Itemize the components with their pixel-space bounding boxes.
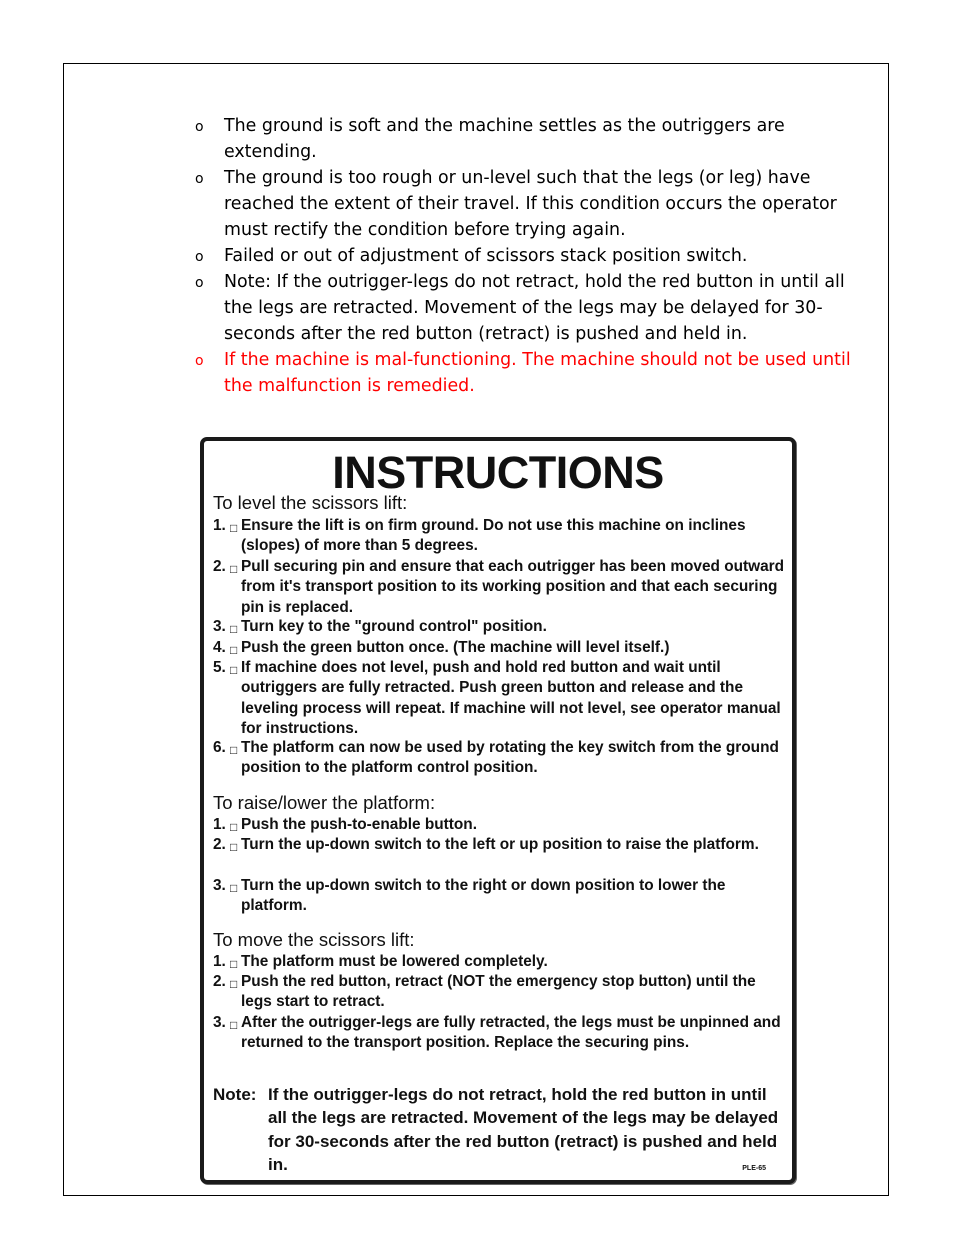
checkbox-glyph-icon: □ — [230, 957, 238, 971]
list-item — [195, 269, 875, 347]
checkbox-glyph-icon: □ — [230, 840, 238, 854]
section-heading-move: To move the scissors lift: — [213, 929, 415, 950]
bullet-circle-icon: o — [195, 275, 204, 291]
step-item — [213, 658, 788, 739]
step-text: Push the push-to-enable button. — [241, 816, 477, 833]
step-item — [213, 617, 788, 637]
bullet-circle-icon: o — [195, 249, 204, 265]
bullet-circle-icon: o — [195, 353, 204, 369]
step-item — [213, 1013, 788, 1054]
step-number: 4. — [213, 639, 226, 656]
step-text: If machine does not level, push and hold red button and wait until outriggers are fully retracted. Push green button and release and the leveling process will repeat. If machine will not level, see operator manual for instructions. — [241, 659, 781, 737]
step-item — [213, 835, 788, 855]
step-number: 1. — [213, 517, 226, 534]
condition-list — [195, 113, 875, 399]
step-item — [213, 815, 788, 835]
step-text: After the outrigger-legs are fully retracted, the legs must be unpinned and returned to the transport position. Replace the securing pins. — [241, 1014, 781, 1052]
sign-code: PLE-65 — [742, 1165, 766, 1172]
step-text: Ensure the lift is on firm ground. Do not use this machine on inclines (slopes) of more than 5 degrees. — [241, 517, 746, 555]
checkbox-glyph-icon: □ — [230, 622, 238, 636]
step-item — [213, 876, 788, 917]
note-text: If the outrigger-legs do not retract, hold the red button in until all the legs are retracted. Movement of the legs may be delayed for 30-seconds after the red button (retract) is pushed and held in. — [268, 1085, 779, 1174]
checkbox-glyph-icon: □ — [230, 521, 238, 535]
instructions-sign — [200, 437, 796, 1184]
step-number: 3. — [213, 877, 226, 894]
step-text: Turn key to the "ground control" position. — [241, 618, 547, 635]
warning-text: If the machine is mal-functioning. The machine should not be used until the malfunction is remedied. — [224, 350, 851, 396]
step-number: 1. — [213, 816, 226, 833]
step-number: 1. — [213, 953, 226, 970]
step-text: Push the green button once. (The machine will level itself.) — [241, 639, 670, 656]
sign-note — [213, 1083, 788, 1176]
step-item — [213, 972, 788, 1013]
checkbox-glyph-icon: □ — [230, 1018, 238, 1032]
step-number: 6. — [213, 739, 226, 756]
checkbox-glyph-icon: □ — [230, 881, 238, 895]
sign-title: INSTRUCTIONS — [332, 447, 664, 498]
warning-list-item — [195, 347, 875, 399]
checkbox-glyph-icon: □ — [230, 977, 238, 991]
bullet-circle-icon: o — [195, 171, 204, 187]
step-number: 5. — [213, 659, 226, 676]
list-item-text: Note: If the outrigger-legs do not retract, hold the red button in until all the legs are retracted. Movement of the legs may be delayed for 30-seconds after the red button (retract) is pushed and held in. — [224, 272, 845, 344]
list-item — [195, 243, 875, 269]
step-item — [213, 952, 788, 972]
list-item-text: Failed or out of adjustment of scissors stack position switch. — [224, 246, 748, 266]
section-heading-level: To level the scissors lift: — [213, 492, 408, 513]
list-item-text: The ground is soft and the machine settles as the outriggers are extending. — [224, 116, 785, 162]
step-item — [213, 638, 788, 658]
section-heading-raise: To raise/lower the platform: — [213, 792, 436, 813]
step-text: The platform must be lowered completely. — [241, 953, 548, 970]
checkbox-glyph-icon: □ — [230, 643, 238, 657]
step-item — [213, 557, 788, 618]
checkbox-glyph-icon: □ — [230, 820, 238, 834]
checkbox-glyph-icon: □ — [230, 562, 238, 576]
step-text: Pull securing pin and ensure that each outrigger has been moved outward from it's transport position to its working position and that each securing pin is replaced. — [241, 558, 785, 616]
checkbox-glyph-icon: □ — [230, 743, 238, 757]
bullet-circle-icon: o — [195, 119, 204, 135]
step-text: Turn the up-down switch to the right or down position to lower the platform. — [241, 877, 726, 915]
list-item — [195, 165, 875, 243]
step-number: 3. — [213, 618, 226, 635]
step-number: 2. — [213, 558, 226, 575]
step-item — [213, 516, 788, 557]
step-text: Push the red button, retract (NOT the emergency stop button) until the legs start to retract. — [241, 973, 756, 1011]
step-item — [213, 738, 788, 779]
note-label: Note: — [213, 1085, 257, 1104]
step-number: 2. — [213, 973, 226, 990]
list-item-text: The ground is too rough or un-level such that the legs (or leg) have reached the extent of their travel. If this condition occurs the operator must rectify the condition before trying again. — [224, 168, 837, 240]
checkbox-glyph-icon: □ — [230, 663, 238, 677]
step-number: 3. — [213, 1014, 226, 1031]
step-text: Turn the up-down switch to the left or up position to raise the platform. — [241, 836, 759, 853]
step-number: 2. — [213, 836, 226, 853]
list-item — [195, 113, 875, 165]
step-text: The platform can now be used by rotating the key switch from the ground position to the platform control position. — [241, 739, 779, 777]
